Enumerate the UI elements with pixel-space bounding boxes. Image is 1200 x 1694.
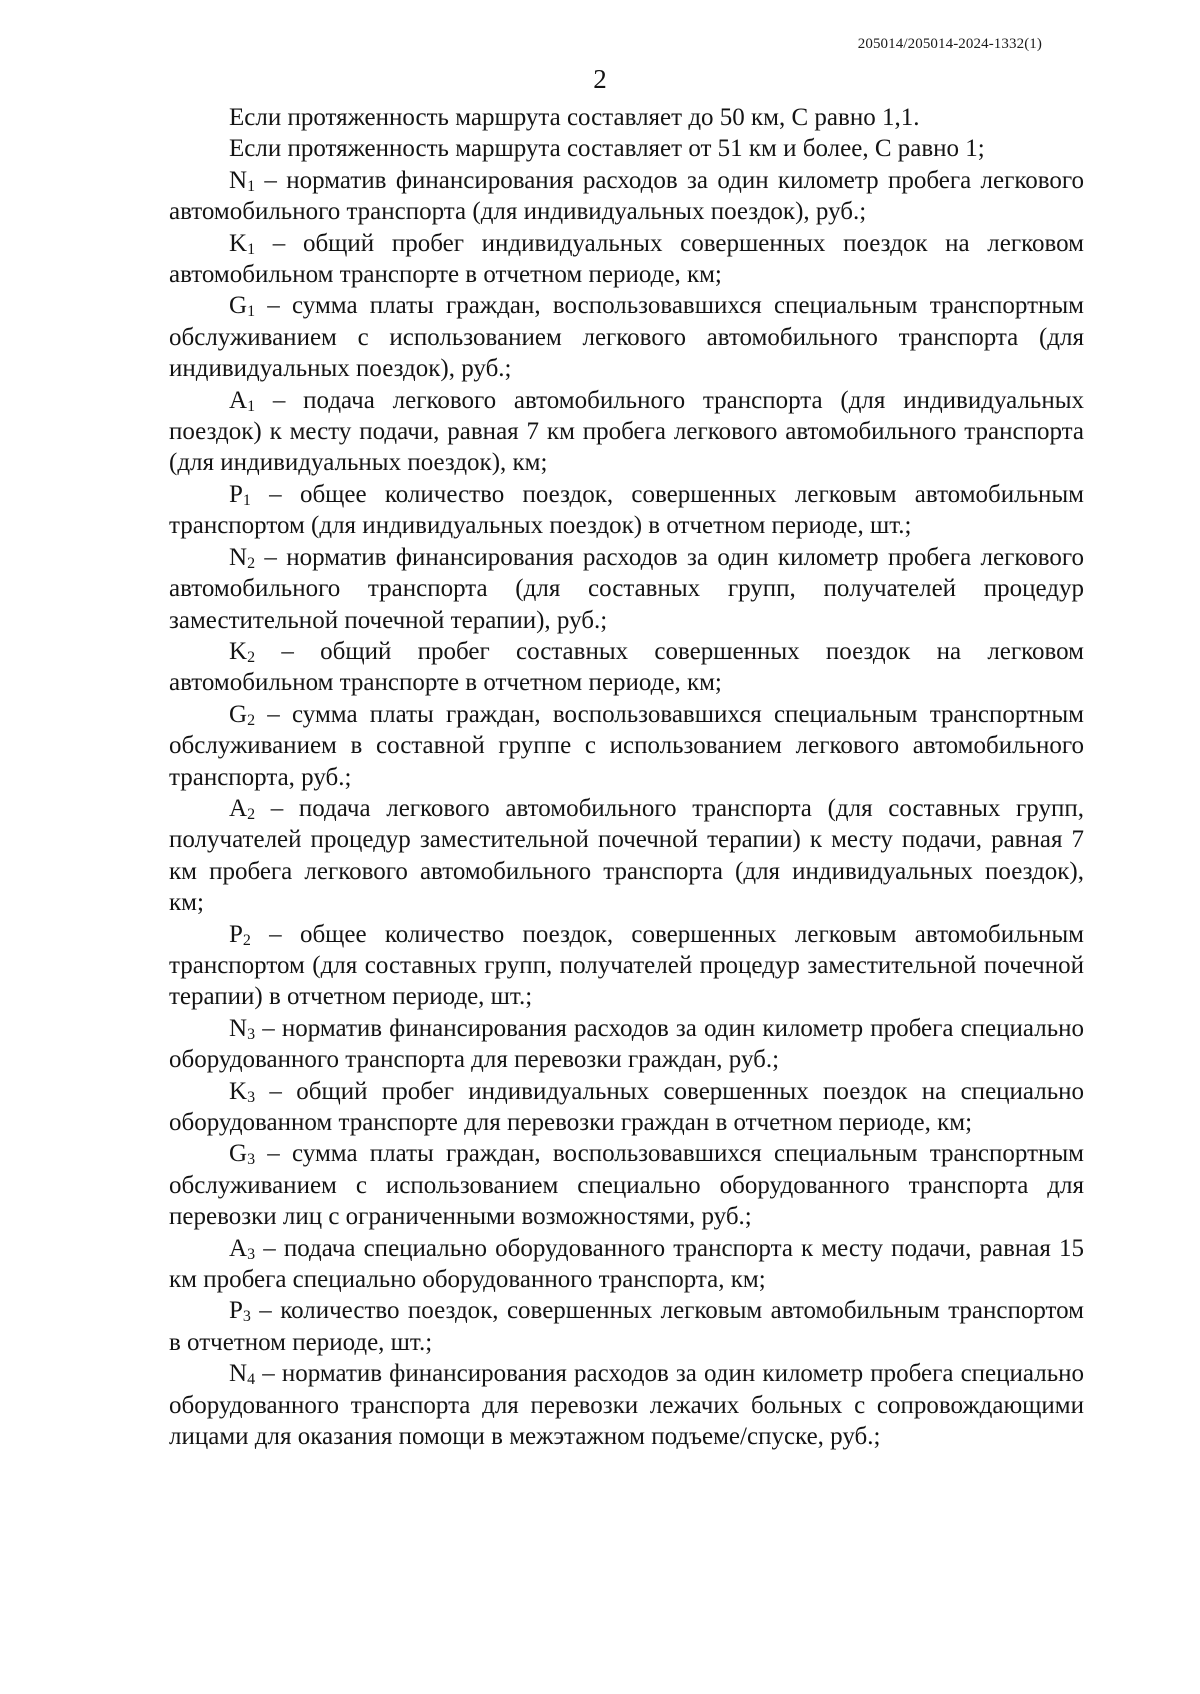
variable-symbol: $A_3$: [229, 1234, 256, 1263]
variable-symbol: $N_2$: [229, 543, 256, 572]
definition-g2: $G_2$ – сумма платы граждан, воспользовавшихся специальным транспортным обслуживанием в составной группе с использованием легкового автомобильного транспорта, руб.;: [169, 700, 1084, 791]
variable-symbol: $N_4$: [229, 1360, 256, 1389]
definition-n3: $N_3$ – норматив финансирования расходов за один километр пробега специально оборудованного транспорта для перевозки граждан, руб.;: [169, 1014, 1084, 1074]
paragraph-route-up-to-50: Если протяженность маршрута составляет до 50 км, С равно 1,1.: [229, 104, 920, 131]
variable-symbol: $G_3$: [229, 1140, 256, 1169]
definition-k3: $K_3$ – общий пробег индивидуальных совершенных поездок на специально оборудованном транспорте для перевозки граждан в отчетном периоде, км;: [169, 1077, 1084, 1136]
definition-g3: $G_3$ – сумма платы граждан, воспользовавшихся специальным транспортным обслуживанием с использованием специально оборудованного транспорта для перевозки лиц с ограниченными возможностями, руб.;: [169, 1140, 1084, 1231]
variable-symbol: $A_1$: [229, 386, 256, 415]
document-body: [169, 102, 1084, 1452]
variable-symbol: $N_1$: [229, 166, 256, 195]
definition-n2: $N_2$ – норматив финансирования расходов за один километр пробега легкового автомобильного транспорта (для составных групп, получателей процедур заместительной почечной терапии), руб.;: [169, 543, 1084, 634]
definition-p1: $P_1$ – общее количество поездок, совершенных легковым автомобильным транспортом (для индивидуальных поездок) в отчетном периоде, шт.;: [169, 480, 1084, 540]
variable-symbol: $K_1$: [229, 229, 256, 258]
variable-symbol: $P_3$: [229, 1297, 251, 1326]
variable-symbol: $P_1$: [229, 480, 251, 509]
variable-symbol: $P_2$: [229, 920, 251, 949]
variable-symbol: $G_2$: [229, 700, 256, 729]
variable-symbol: $K_3$: [229, 1077, 256, 1106]
definition-g1: $G_1$ – сумма платы граждан, воспользовавшихся специальным транспортным обслуживанием с использованием легкового автомобильного транспорта (для индивидуальных поездок), руб.;: [169, 292, 1084, 383]
definition-p3: $P_3$ – количество поездок, совершенных легковым автомобильным транспортом в отчетном периоде, шт.;: [169, 1297, 1084, 1356]
paragraph-route-51-and-more: Если протяженность маршрута составляет от 51 км и более, С равно 1;: [229, 135, 985, 163]
variable-symbol: $K_2$: [229, 637, 256, 666]
definition-a1: $A_1$ – подача легкового автомобильного транспорта (для индивидуальных поездок) к месту подачи, равная 7 км пробега легкового автомобильного транспорта (для индивидуальных поездок), км;: [169, 386, 1084, 477]
definition-n4: $N_4$ – норматив финансирования расходов за один километр пробега специально оборудованного транспорта для перевозки лежачих больных с сопровождающими лицами для оказания помощи в межэтажном подъеме/спуске, руб.;: [169, 1360, 1084, 1451]
variable-symbol: $A_2$: [229, 794, 256, 823]
document-id: 205014/205014-2024-1332(1): [857, 36, 1042, 52]
definition-k2: $K_2$ – общий пробег составных совершенных поездок на легковом автомобильном транспорте в отчетном периоде, км;: [169, 637, 1084, 697]
variable-symbol: $G_1$: [229, 292, 256, 321]
variable-symbol: $N_3$: [229, 1014, 256, 1043]
definition-p2: $P_2$ – общее количество поездок, совершенных легковым автомобильным транспортом (для составных групп, получателей процедур заместительной почечной терапии) в отчетном периоде, шт.;: [169, 920, 1084, 1011]
page-number: 2: [593, 64, 607, 94]
definition-a3: $A_3$ – подача специально оборудованного транспорта к месту подачи, равная 15 км пробега специально оборудованного транспорта, км;: [169, 1234, 1084, 1294]
definition-k1: $K_1$ – общий пробег индивидуальных совершенных поездок на легковом автомобильном транспорте в отчетном периоде, км;: [169, 229, 1084, 289]
definition-a2: $A_2$ – подача легкового автомобильного транспорта (для составных групп, получателей процедур заместительной почечной терапии) к месту подачи, равная 7 км пробега легкового автомобильного транспорта (для индивидуальных поездок), км;: [169, 794, 1084, 917]
definition-n1: $N_1$ – норматив финансирования расходов за один километр пробега легкового автомобильного транспорта (для индивидуальных поездок), руб.;: [169, 166, 1084, 226]
